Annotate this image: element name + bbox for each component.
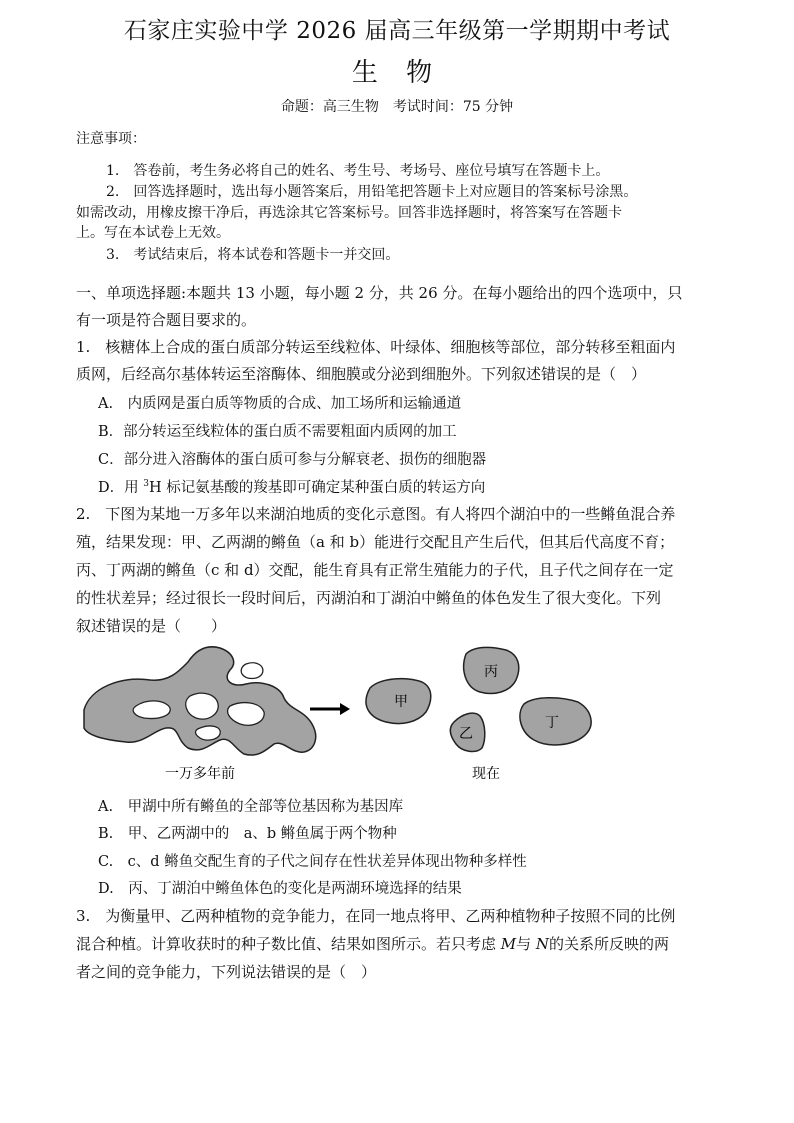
notice-heading: 注意事项： bbox=[76, 131, 146, 147]
q1-option-c: C．部分进入溶酶体的蛋白质可参与分解衰老、损伤的细胞器 bbox=[98, 452, 487, 468]
notice-item-3: 3. 考试结束后，将本试卷和答题卡一并交回。 bbox=[106, 247, 400, 263]
q1-option-a: A. 内质网是蛋白质等物质的合成、加工场所和运输通道 bbox=[98, 396, 462, 412]
exam-title: 石家庄实验中学 2026 届高三年级第一学期期中考试 bbox=[123, 18, 671, 44]
section-1-line-1: 一、单项选择题:本题共 13 小题，每小题 2 分，共 26 分。在每小题给出的四个选项中，只 bbox=[76, 284, 683, 302]
q3-stem-line-2 bbox=[76, 933, 669, 954]
notice-item-1: 1. 答卷前，考生务必将自己的姓名、考生号、考场号、座位号填写在答题卡上。 bbox=[106, 163, 610, 179]
q3-var-n: N bbox=[535, 935, 550, 953]
subject-title: 生 物 bbox=[351, 58, 443, 88]
lake-jia-label: 甲 bbox=[394, 694, 408, 710]
q1-option-d-superscript: 3 bbox=[143, 479, 149, 489]
q3-line-2-part-3: 的关系所反映的两 bbox=[549, 935, 670, 953]
q2-option-c: C. c、d 鳉鱼交配生育的子代之间存在性状差异体现出物种多样性 bbox=[98, 854, 527, 870]
exam-meta: 命题：高三生物 考试时间：75 分钟 bbox=[280, 99, 514, 115]
lake-bing-label: 丙 bbox=[484, 664, 498, 680]
q3-stem-line-1: 3. 为衡量甲、乙两种植物的竞争能力，在同一地点将甲、乙两种植物种子按照不同的比例 bbox=[76, 907, 676, 925]
section-1-line-2: 有一项是符合题目要求的。 bbox=[76, 311, 257, 329]
notice-item-2-line-3: 上。写在本试卷上无效。 bbox=[76, 225, 230, 241]
q3-line-2-part-1: 混合种植。计算收获时的种子数比值、结果如图所示。若只考虑 bbox=[76, 935, 501, 953]
q1-option-d bbox=[98, 476, 485, 497]
lake-yi-label: 乙 bbox=[459, 726, 473, 742]
lake-ding-label: 丁 bbox=[545, 715, 559, 731]
q2-option-b: B. 甲、乙两湖中的 a、b 鳉鱼属于两个物种 bbox=[98, 826, 397, 842]
q2-option-d: D. 丙、丁湖泊中鳉鱼体色的变化是两湖环境选择的结果 bbox=[98, 881, 462, 897]
past-label: 一万多年前 bbox=[165, 766, 235, 782]
q2-stem-line-4: 的性状差异；经过很长一段时间后，丙湖泊和丁湖泊中鳉鱼的体色发生了很大变化。下列 bbox=[76, 589, 662, 607]
q2-option-a: A. 甲湖中所有鳉鱼的全部等位基因称为基因库 bbox=[98, 799, 404, 815]
q2-stem-line-2: 殖，结果发现：甲、乙两湖的鳉鱼（a 和 b）能进行交配且产生后代，但其后代高度不育； bbox=[76, 533, 675, 551]
q1-option-d-prefix: D．用 bbox=[98, 480, 144, 496]
lake-change-figure bbox=[70, 640, 630, 790]
q2-stem-line-1: 2. 下图为某地一万多年以来湖泊地质的变化示意图。有人将四个湖泊中的一些鳉鱼混合养 bbox=[76, 505, 676, 523]
arrow-icon bbox=[310, 703, 350, 715]
q1-option-b: B．部分转运至线粒体的蛋白质不需要粗面内质网的加工 bbox=[98, 424, 457, 440]
notice-item-2-line-2: 如需改动，用橡皮擦干净后，再选涂其它答案标号。回答非选择题时，将答案写在答题卡 bbox=[76, 205, 622, 221]
q2-stem-line-3: 丙、丁两湖的鳉鱼（c 和 d）交配，能生育具有正常生殖能力的子代，且子代之间存在一定 bbox=[76, 561, 674, 579]
q3-line-2-part-2: 与 bbox=[516, 935, 536, 953]
q3-stem-line-3: 者之间的竞争能力，下列说法错误的是（ ） bbox=[76, 963, 377, 981]
now-label: 现在 bbox=[472, 766, 500, 782]
q2-stem-line-5: 叙述错误的是（ ） bbox=[76, 617, 227, 635]
q1-stem-line-1: 1. 核糖体上合成的蛋白质部分转运至线粒体、叶绿体、细胞核等部位，部分转移至粗面内 bbox=[76, 338, 676, 356]
q3-var-m: M bbox=[500, 935, 517, 953]
notice-item-2-line-1: 2. 回答选择题时，选出每小题答案后，用铅笔把答题卡上对应题目的答案标号涂黑。 bbox=[106, 184, 638, 200]
q1-stem-line-2: 质网，后经高尔基体转运至溶酶体、细胞膜或分泌到细胞外。下列叙述错误的是（ ） bbox=[76, 365, 647, 383]
q1-option-d-text: H 标记氨基酸的羧基即可确定某种蛋白质的转运方向 bbox=[148, 480, 486, 496]
